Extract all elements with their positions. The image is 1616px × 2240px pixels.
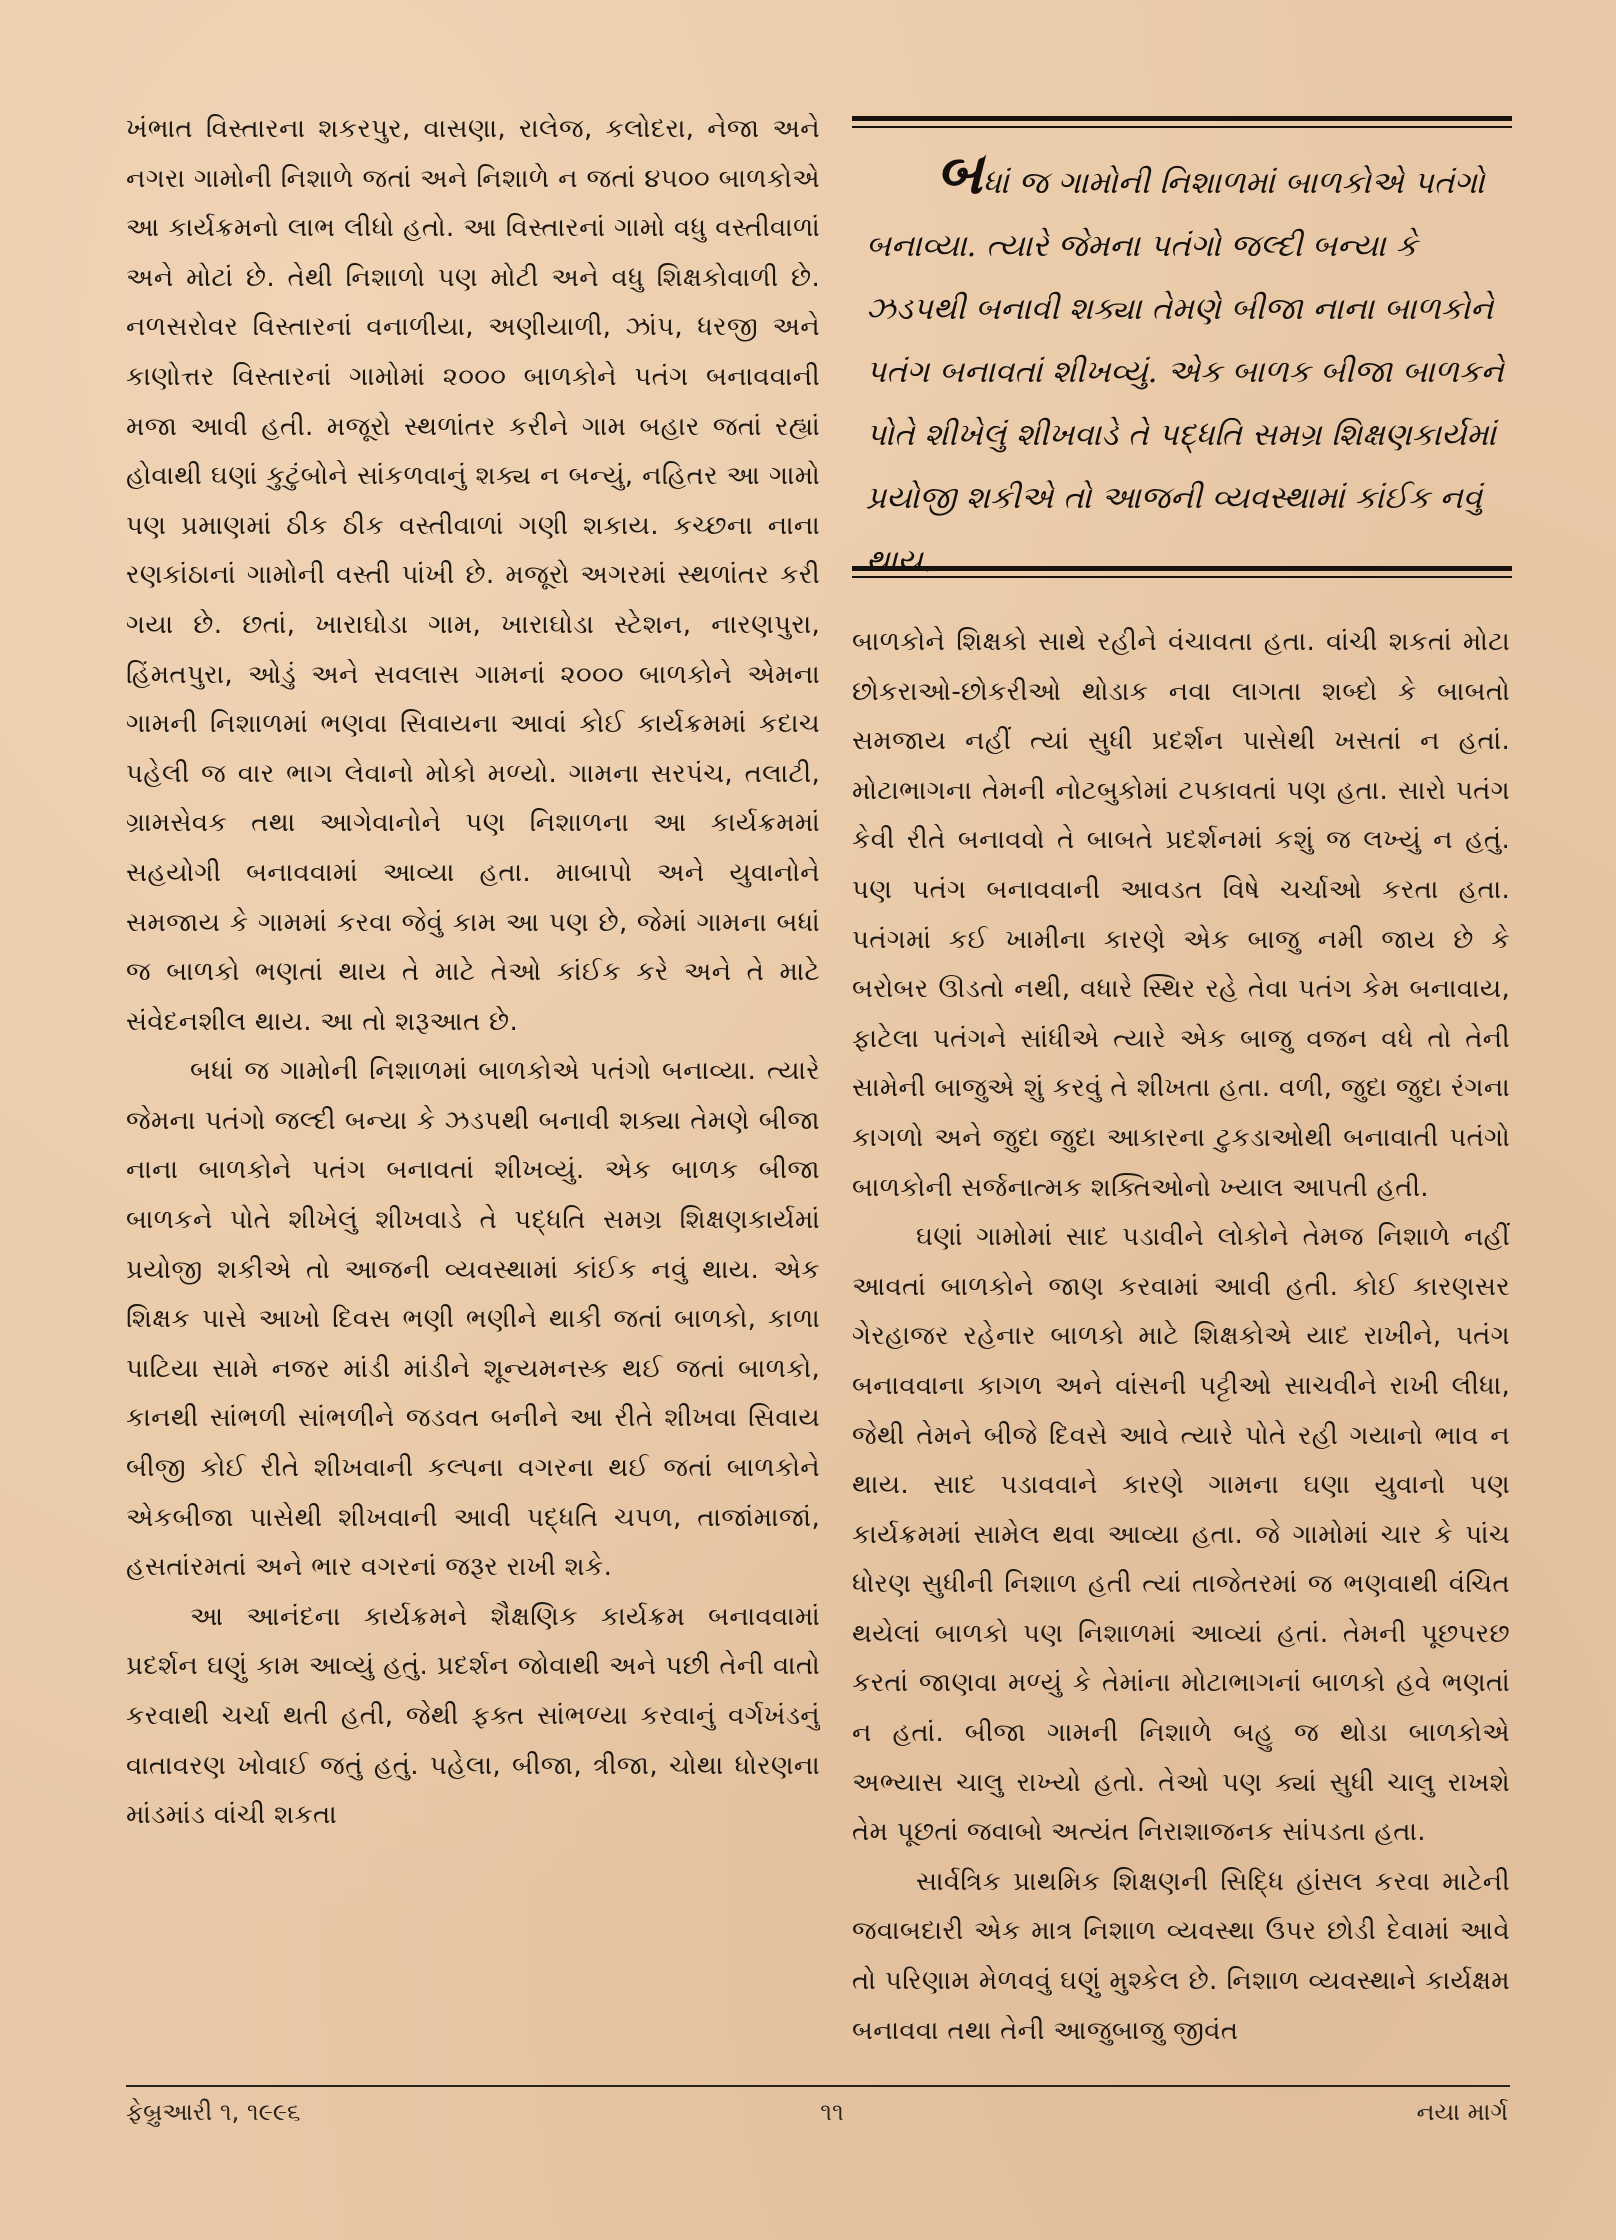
paragraph-universal-education: સાર્વત્રિક પ્રાથમિક શિક્ષણની સિદ્ધિ હાંસલ કરવા માટેની જવાબદારી એક માત્ર નિશાળ વ્યવસ્થા ઉપર છોડી દેવામાં આવે તો પરિણામ મેળવવું ઘણું મુશ્કેલ છે. નિશાળ વ્યવસ્થાને કાર્યક્ષમ બનાવવા તથા તેની આજુબાજુ જીવંત: [852, 1866, 1510, 2046]
pull-quote-body: ધાં જ ગામોની નિશાળમાં બાળકોએ પતંગો બનાવ્યા. ત્યારે જેમના પતંગો જલ્દી બન્યા કે ઝડપથી બનાવી શક્યા તેમણે બીજા નાના બાળકોને પતંગ બનાવતાં શીખવ્યું. એક બાળક બીજા બાળકને પોતે શીખેલું શીખવાડે તે પદ્ધતિ સમગ્ર શિક્ષણકાર્યમાં પ્રયોજી શકીએ તો આજની વ્યવસ્થામાં કાંઈક નવું થાય.: [866, 165, 1504, 579]
right-column: [852, 618, 1510, 2063]
pull-quote-top-rule: [852, 116, 1512, 128]
pull-quote: [852, 110, 1512, 590]
publication-name: નયા માર્ગ: [1416, 2098, 1508, 2126]
page-number: ૧૧: [820, 2098, 844, 2126]
pull-quote-text: [866, 139, 1506, 593]
left-column: [126, 105, 820, 2065]
footer-rule: [126, 2085, 1510, 2087]
pull-quote-bottom-rule: [852, 566, 1512, 578]
paragraph-kite-teaching: બધાં જ ગામોની નિશાળમાં બાળકોએ પતંગો બનાવ્યા. ત્યારે જેમના પતંગો જલ્દી બન્યા કે ઝડપથી બનાવી શક્યા તેમણે બીજા નાના બાળકોને પતંગ બનાવતાં શીખવ્યું. એક બાળક બીજા બાળકને પોતે શીખેલું શીખવાડે તે પદ્ધતિ સમગ્ર શિક્ષણકાર્યમાં પ્રયોજી શકીએ તો આજની વ્યવસ્થામાં કાંઈક નવું થાય. એક શિક્ષક પાસે આખો દિવસ ભણી ભણીને થાકી જતાં બાળકો, કાળા પાટિયા સામે નજર માંડી માંડીને શૂન્યમનસ્ક થઈ જતાં બાળકો, કાનથી સાંભળી સાંભળીને જડવત બનીને આ રીતે શીખવા સિવાય બીજી કોઈ રીતે શીખવાની કલ્પના વગરના થઈ જતાં બાળકોને એકબીજા પાસેથી શીખવાની આવી પદ્ધતિ ચપળ, તાજાંમાજાં, હસતાંરમતાં અને ભાર વગરનાં જરૂર રાખી શકે.: [126, 1056, 820, 1583]
paragraph-reading: બાળકોને શિક્ષકો સાથે રહીને વંચાવતા હતા. વાંચી શકતાં મોટા છોકરાઓ-છોકરીઓ થોડાક નવા લાગતા શબ્દો કે બાબતો સમજાય નહીં ત્યાં સુધી પ્રદર્શન પાસેથી ખસતાં ન હતાં. મોટાભાગના તેમની નોટબુકોમાં ટપકાવતાં પણ હતા. સારો પતંગ કેવી રીતે બનાવવો તે બાબતે પ્રદર્શનમાં કશું જ લખ્યું ન હતું. પણ પતંગ બનાવવાની આવડત વિષે ચર્ચાઓ કરતા હતા. પતંગમાં કઈ ખામીના કારણે એક બાજુ નમી જાય છે કે બરોબર ઊડતો નથી, વધારે સ્થિર રહે તેવા પતંગ કેમ બનાવાય, ફાટેલા પતંગને સાંધીએ ત્યારે એક બાજુ વજન વધે તો તેની સામેની બાજુએ શું કરવું તે શીખતા હતા. વળી, જુદા જુદા રંગના કાગળો અને જુદા જુદા આકારના ટુકડાઓથી બનાવાતી પતંગો બાળકોની સર્જનાત્મક શક્તિઓનો ખ્યાલ આપતી હતી.: [852, 627, 1510, 1203]
paragraph-announcement: ઘણાં ગામોમાં સાદ પડાવીને લોકોને તેમજ નિશાળે નહીં આવતાં બાળકોને જાણ કરવામાં આવી હતી. કોઈ કારણસર ગેરહાજર રહેનાર બાળકો માટે શિક્ષકોએ યાદ રાખીને, પતંગ બનાવવાના કાગળ અને વાંસની પટ્ટીઓ સાચવીને રાખી લીધા, જેથી તેમને બીજે દિવસે આવે ત્યારે પોતે રહી ગયાનો ભાવ ન થાય. સાદ પડાવવાને કારણે ગામના ઘણા યુવાનો પણ કાર્યક્રમમાં સામેલ થવા આવ્યા હતા. જે ગામોમાં ચાર કે પાંચ ધોરણ સુધીની નિશાળ હતી ત્યાં તાજેતરમાં જ ભણવાથી વંચિત થયેલાં બાળકો પણ નિશાળમાં આવ્યાં હતાં. તેમની પૂછપરછ કરતાં જાણવા મળ્યું કે તેમાંના મોટાભાગનાં બાળકો હવે ભણતાં ન હતાં. બીજા ગામની નિશાળે બહુ જ થોડા બાળકોએ અભ્યાસ ચાલુ રાખ્યો હતો. તેઓ પણ ક્યાં સુધી ચાલુ રાખશે તેમ પૂછતાં જવાબો અત્યંત નિરાશાજનક સાંપડતા હતા.: [852, 1222, 1510, 1848]
paragraph-villages: ખંભાત વિસ્તારના શકરપુર, વાસણા, રાલેજ, કલોદરા, નેજા અને નગરા ગામોની નિશાળે જતાં અને નિશાળે ન જતાં ૪૫૦૦ બાળકોએ આ કાર્યક્રમનો લાભ લીધો હતો. આ વિસ્તારનાં ગામો વધુ વસ્તીવાળાં અને મોટાં છે. તેથી નિશાળો પણ મોટી અને વધુ શિક્ષકોવાળી છે. નળસરોવર વિસ્તારનાં વનાળીયા, અણીયાળી, ઝાંપ, ધરજી અને કાણોત્તર વિસ્તારનાં ગામોમાં ૨૦૦૦ બાળકોને પતંગ બનાવવાની મજા આવી હતી. મજૂરો સ્થળાંતર કરીને ગામ બહાર જતાં રહ્યાં હોવાથી ઘણાં કુટુંબોને સાંકળવાનું શક્ય ન બન્યું, નહિતર આ ગામો પણ પ્રમાણમાં ઠીક ઠીક વસ્તીવાળાં ગણી શકાય. કચ્છના નાના રણકાંઠાનાં ગામોની વસ્તી પાંખી છે. મજૂરો અગરમાં સ્થળાંતર કરી ગયા છે. છતાં, ખારાઘોડા ગામ, ખારાઘોડા સ્ટેશન, નારણપુરા, હિંમતપુરા, ઓડું અને સવલાસ ગામનાં ૨૦૦૦ બાળકોને એમના ગામની નિશાળમાં ભણવા સિવાયના આવાં કોઈ કાર્યક્રમમાં કદાચ પહેલી જ વાર ભાગ લેવાનો મોકો મળ્યો. ગામના સરપંચ, તલાટી, ગ્રામસેવક તથા આગેવાનોને પણ નિશાળના આ કાર્યક્રમમાં સહયોગી બનાવવામાં આવ્યા હતા. માબાપો અને યુવાનોને સમજાય કે ગામમાં કરવા જેવું કામ આ પણ છે, જેમાં ગામના બધાં જ બાળકો ભણતાં થાય તે માટે તેઓ કાંઈક કરે અને તે માટે સંવેદનશીલ થાય. આ તો શરૂઆત છે.: [126, 114, 820, 1037]
footer-date: ફેબ્રુઆરી ૧, ૧૯૯૬: [126, 2098, 301, 2126]
pull-quote-dropcap: બ: [936, 139, 983, 207]
paragraph-exhibition: આ આનંદના કાર્યક્રમને શૈક્ષણિક કાર્યક્રમ બનાવવામાં પ્રદર્શન ઘણું કામ આવ્યું હતું. પ્રદર્શન જોવાથી અને પછી તેની વાતો કરવાથી ચર્ચા થતી હતી, જેથી ફક્ત સાંભળ્યા કરવાનું વર્ગખંડનું વાતાવરણ ખોવાઈ જતું હતું. પહેલા, બીજા, ત્રીજા, ચોથા ધોરણના માંડમાંડ વાંચી શકતા: [126, 1601, 820, 1831]
